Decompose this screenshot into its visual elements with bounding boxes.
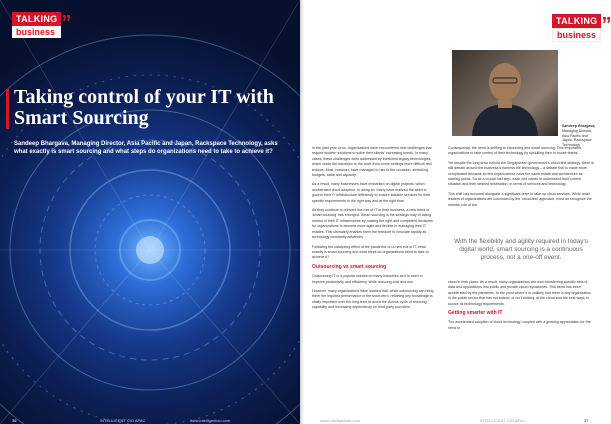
article-column-2 [448,146,594,212]
magazine-name: INTELLIGENT CIO APAC [480,418,526,423]
paragraph: The accelerated adoption of cloud technology, coupled with a growing appreciation for the need to [448,320,591,330]
paragraph: In the past year or so, organizations have encountered new challenges that require modern solutions to solve their clients' increasing needs. In many cases, these challenges were addressed by inefficient legacy technologies, which made the transition to the work-from-home settings more difficult and tedious. Most, however, have managed to rise to the occasion, stretching budgets, skills and capacity. [312,146,432,178]
talking-business-logo: TALKING business ” [552,14,601,42]
quote-mark-icon: ” [61,12,72,34]
page-number: 36 [12,418,17,423]
digital-background-graphic [0,0,300,424]
photo-caption: Sandeep Bhargava, Managing Director, Asia Pacific and Japan, Rackspace Technology [562,124,596,148]
subheading: Getting smarter with IT [448,310,503,317]
title-accent-bar [6,89,9,129]
right-page [300,0,611,424]
article-standfirst: Sandeep Bhargava, Managing Director, Asia Pacific and Japan, Rackspace Technology, asks what exactly is smart sourcing and what steps do organizations need to take to achieve it? [14,141,278,155]
subheading: Outsourcing vs smart sourcing [312,263,387,270]
portrait-photo [452,50,558,136]
paragraph: As a result, many businesses have embarked on digital projects, which accelerated cloud adoption. In doing so, many have realized the need to govern their IT infrastructure differently to ensure suitable services for their specific requirements in the right way and at the right time. [312,182,431,203]
paragraph: As they continue to reinvent the role of IT in their business, a new trend of 'smart sourcing' has emerged. Smart sourcing is the strategic way of taking control of their IT infrastructure by making the right and competent decisions for organizations to become more agile and flexible in managing their IT estates. This ultimately enables them the freedom to innovate rapidly as technology constantly advances. [312,208,433,240]
article-column-1 [312,146,436,315]
paragraph: However, many organizations have learned that, while outsourcing can bring them the required performance in the short-term, retaining key knowledge is vitally important over the long-term to avoid the vicious cycle of reducing capability and increasing dependency on third-party providers. [312,288,434,310]
pull-quote: With the flexibility and agility required in today's digital world, smart sourcing is a continuous process, not a one-off event. [454,238,588,261]
talking-business-logo: TALKING business ” [12,12,61,38]
portrait-figure [452,50,558,136]
magazine-name: INTELLIGENT CIO APAC [100,418,146,423]
paragraph: Yet despite the long drive behind the Singaporean government's cloud-first strategy, there is still debate around the business's harness the technology – a debate that is made more complicated because so few organizations have the same estate and architecture as starting points. So as a crucial first step, each one needs to understand their current situation and their desired destination, in terms of services and technology. [448,160,594,187]
left-page [0,0,300,424]
article-title: Taking control of your IT with Smart Sourcing [14,86,274,129]
paragraph: Following the catalyzing effect of the pandemic on a new era of IT, what exactly is smart sourcing and what steps do organizations need to take to achieve it? [312,244,429,260]
paragraph: Consequently, the trend is shifting to insourcing and smart sourcing. This empowers organizations to take control of their technology by upskilling their in-house teams. [448,146,582,156]
spine-shadow [296,0,304,424]
paragraph: This shift has occurred alongside a significant drive to take up cloud services. While retail leaders of organizations are convinced by the 'cloud-first' approach, most do recognize the intrinsic role of the [448,191,592,207]
paragraph: Outsourcing IT is a popular solution to many industries as it is seen to improve productivity and efficiency, while reducing cost and risk. [312,274,423,284]
paragraph: cloud in their plans. As a result, many organizations are now transferring specific sets of data and applications into public and private cloud repositories. This trend has been accelerated by the pandemic, to the point where it is unlikely that there is any organization in the public sector that has not looked, or isn't looking, at the cloud and the best ways to source its technology requirements. [448,280,592,306]
website-url: www.intelligentcio.com [320,418,361,423]
page-number: 37 [584,418,589,423]
website-url: www.intelligentcio.com [190,418,231,423]
quote-mark-icon: ” [601,14,611,36]
article-column-3 [448,280,594,335]
